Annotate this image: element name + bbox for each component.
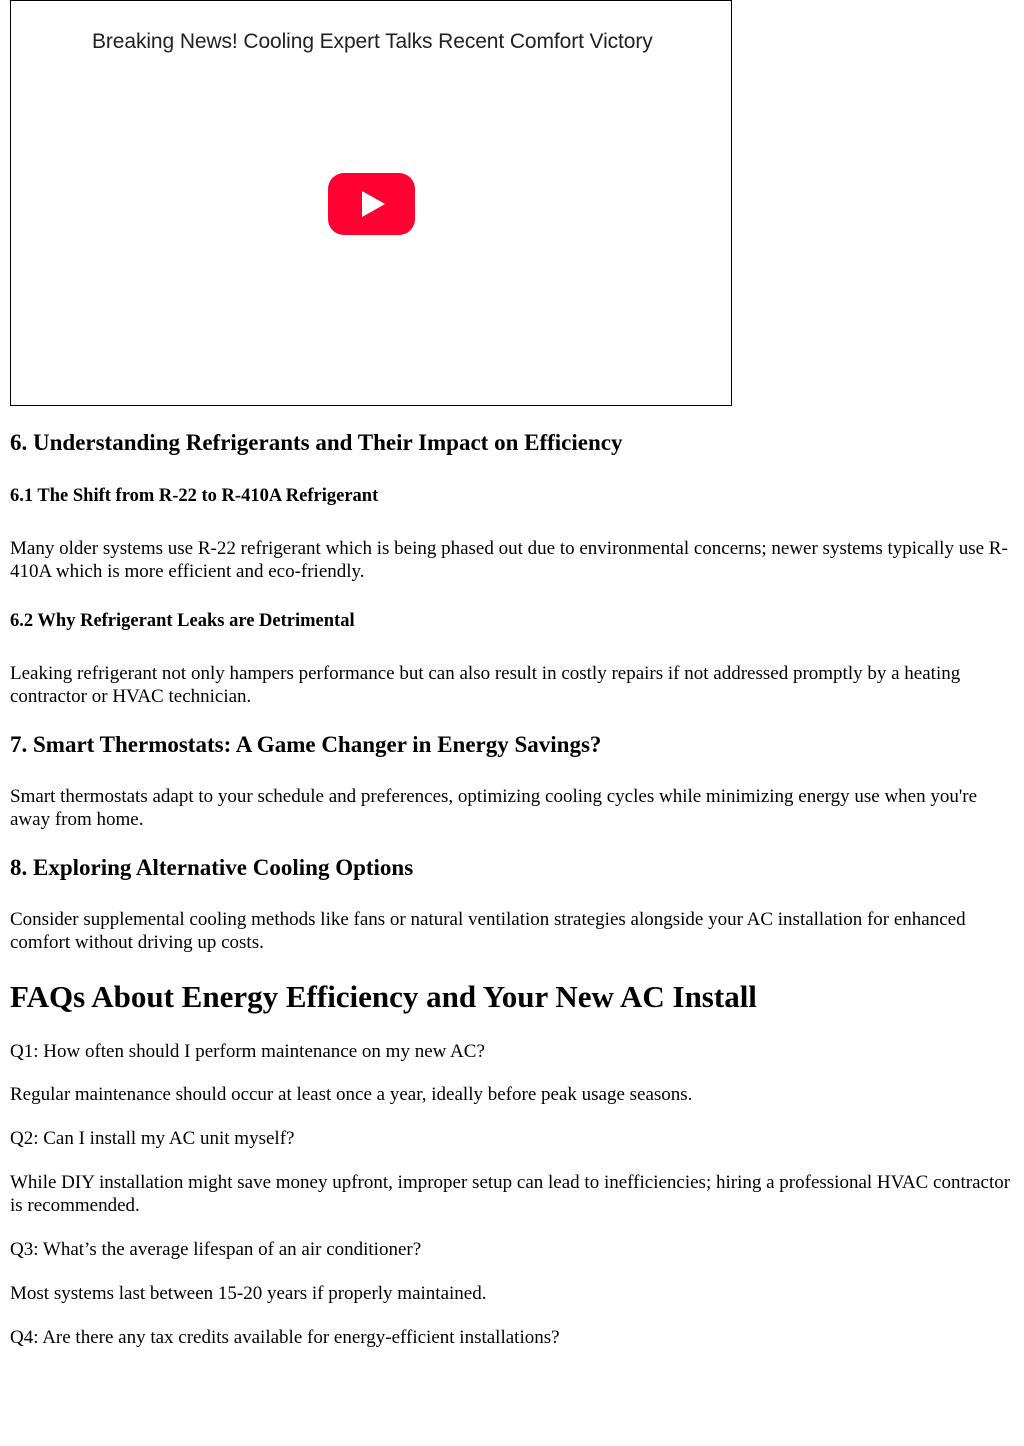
faq-question-4: Q4: Are there any tax credits available for energy-efficient installations? xyxy=(10,1327,560,1348)
faq-question-1: Q1: How often should I perform maintenance on my new AC? xyxy=(10,1041,485,1062)
faq-answer-2: While DIY installation might save money upfront, improper setup can lead to inefficiencies; hiring a professional HVAC contractor is recommended. xyxy=(10,1172,1011,1216)
paragraph-refrigerant-leaks: Leaking refrigerant not only hampers performance but can also result in costly repairs if not addressed promptly by a heating contractor or HVAC technician. xyxy=(10,663,961,707)
paragraph-alternative-cooling: Consider supplemental cooling methods like fans or natural ventilation strategies alongside your AC installation for enhanced comfort without driving up costs. xyxy=(10,909,966,953)
play-icon xyxy=(328,173,415,235)
section-heading-smart-thermostats: 7. Smart Thermostats: A Game Changer in Energy Savings? xyxy=(10,732,602,757)
faq-answer-1: Regular maintenance should occur at least once a year, ideally before peak usage seasons. xyxy=(10,1084,693,1105)
faq-question-2: Q2: Can I install my AC unit myself? xyxy=(10,1128,295,1149)
subheading-refrigerant-leaks: 6.2 Why Refrigerant Leaks are Detrimental xyxy=(10,611,355,631)
video-embed[interactable] xyxy=(10,0,732,406)
subheading-r22-shift: 6.1 The Shift from R-22 to R-410A Refrigerant xyxy=(10,486,379,506)
faq-title: FAQs About Energy Efficiency and Your New AC Install xyxy=(10,979,757,1014)
video-title[interactable]: Breaking News! Cooling Expert Talks Recent Comfort Victory xyxy=(92,30,653,53)
section-heading-refrigerants: 6. Understanding Refrigerants and Their Impact on Efficiency xyxy=(10,430,623,455)
paragraph-r22-shift: Many older systems use R-22 refrigerant which is being phased out due to environmental concerns; newer systems typically use R-410A which is more efficient and eco-friendly. xyxy=(10,538,1008,582)
faq-answer-3: Most systems last between 15-20 years if properly maintained. xyxy=(10,1283,487,1304)
section-heading-alternative-cooling: 8. Exploring Alternative Cooling Options xyxy=(10,855,414,880)
paragraph-smart-thermostats: Smart thermostats adapt to your schedule and preferences, optimizing cooling cycles while minimizing energy use when you're away from home. xyxy=(10,786,978,830)
faq-question-3: Q3: What’s the average lifespan of an air conditioner? xyxy=(10,1239,422,1260)
play-button[interactable] xyxy=(328,173,415,235)
